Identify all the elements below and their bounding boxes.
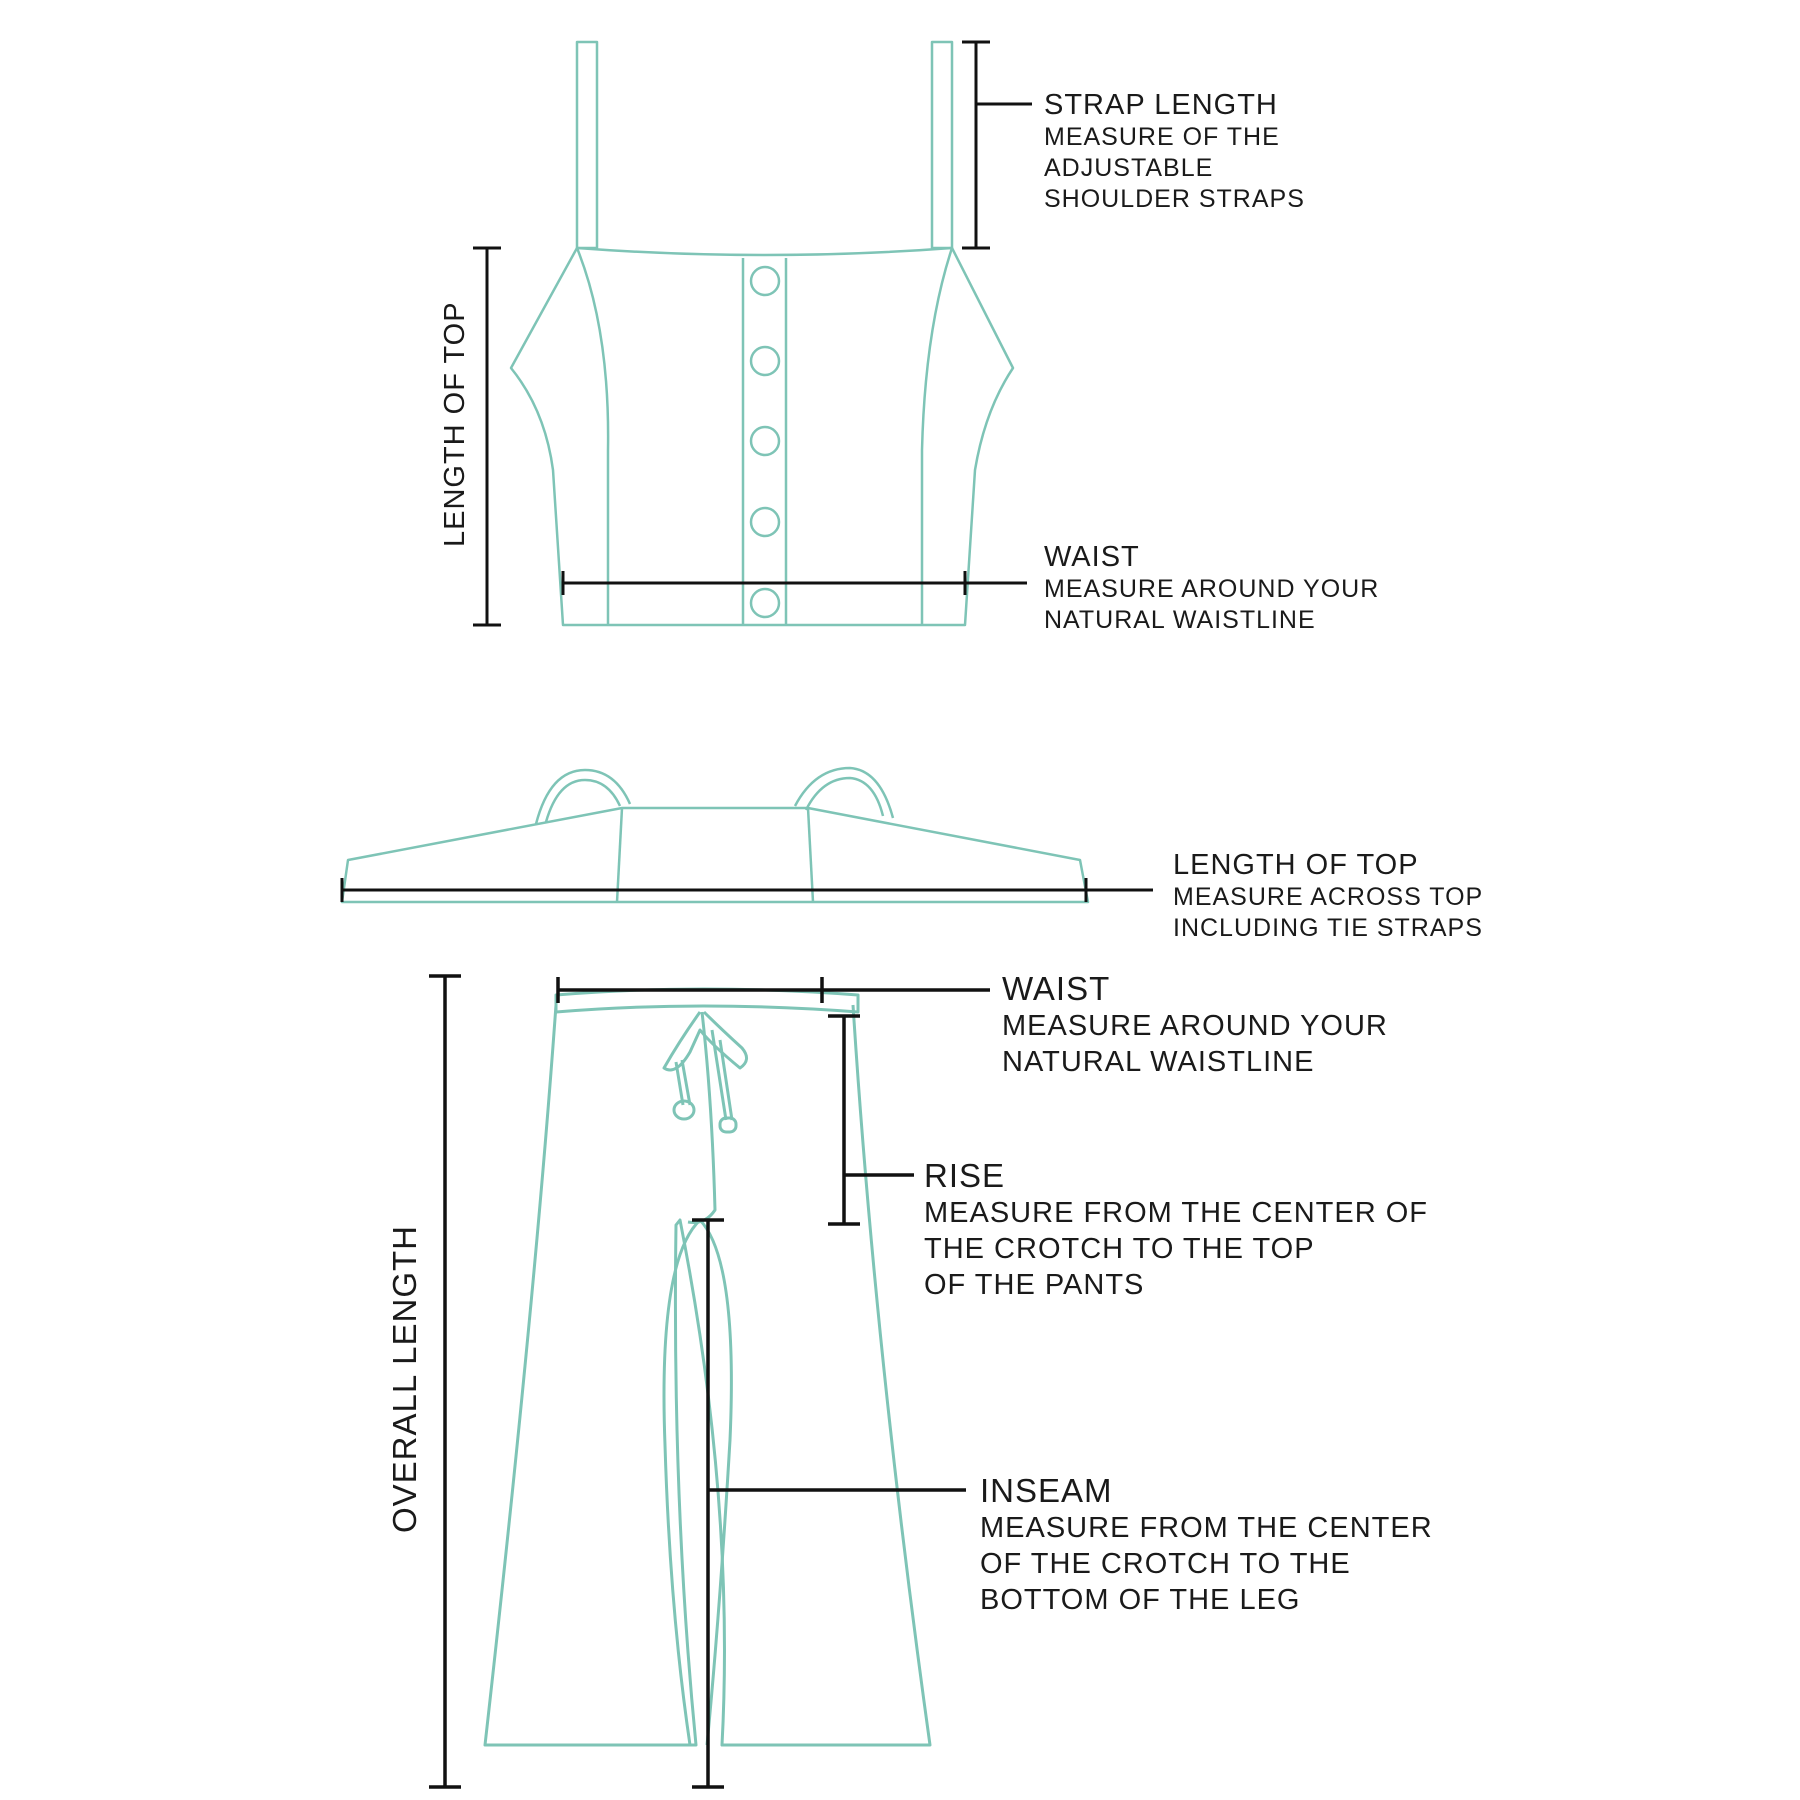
rise-desc-2: THE CROTCH TO THE TOP (924, 1233, 1315, 1265)
button-2 (751, 347, 779, 375)
rise-desc-3: OF THE PANTS (924, 1269, 1145, 1301)
top-waist-title: WAIST (1044, 541, 1140, 573)
pants-waist-desc-2: NATURAL WAISTLINE (1002, 1046, 1315, 1078)
inseam-desc-2: OF THE CROTCH TO THE (980, 1548, 1351, 1580)
drawstring-left-tail (676, 1060, 690, 1105)
crop-top-flat-illustration (342, 768, 1088, 902)
drawstring-right-tail (712, 1030, 732, 1120)
inseam-title: INSEAM (980, 1472, 1113, 1509)
rise-title: RISE (924, 1157, 1006, 1194)
right-strap (932, 42, 952, 248)
inseam-desc-1: MEASURE FROM THE CENTER (980, 1512, 1433, 1544)
drawstring-right-end (720, 1118, 736, 1132)
right-seam (922, 248, 952, 625)
button-4 (751, 508, 779, 536)
strap-length-desc-1: MEASURE OF THE (1044, 123, 1280, 151)
pants-waist-desc-1: MEASURE AROUND YOUR (1002, 1010, 1388, 1042)
flat-measure-lines (342, 878, 1153, 902)
left-strap (577, 42, 597, 248)
top-waist-desc-2: NATURAL WAISTLINE (1044, 606, 1316, 634)
inseam-desc-3: BOTTOM OF THE LEG (980, 1584, 1301, 1616)
strap-length-desc-3: SHOULDER STRAPS (1044, 185, 1305, 213)
pants-waist-title: WAIST (1002, 970, 1111, 1007)
flat-body-outline (342, 808, 1088, 902)
pants-waist-label (1002, 970, 1388, 1080)
flat-length-desc-2: INCLUDING TIE STRAPS (1173, 914, 1483, 942)
crop-top-front-illustration (511, 42, 1013, 625)
button-3 (751, 427, 779, 455)
top-length-vertical-label: LENGTH OF TOP (439, 301, 471, 547)
rise-label (924, 1157, 1428, 1303)
right-inner-leg (700, 1220, 731, 1745)
strap-length-label (1044, 88, 1305, 215)
button-5 (751, 589, 779, 617)
strap-length-desc-2: ADJUSTABLE (1044, 154, 1214, 182)
pants-waistband (556, 989, 858, 1012)
rise-desc-1: MEASURE FROM THE CENTER OF (924, 1197, 1428, 1229)
inseam-label (980, 1472, 1433, 1618)
left-seam (577, 248, 608, 625)
flat-length-desc-1: MEASURE ACROSS TOP (1173, 883, 1484, 911)
overall-length-vertical-label: OVERALL LENGTH (386, 1224, 423, 1534)
top-waist-label (1044, 540, 1379, 636)
flat-length-of-top-label (1173, 848, 1483, 944)
flat-length-title: LENGTH OF TOP (1173, 849, 1419, 881)
flat-right-strap (795, 768, 893, 818)
top-waist-desc-1: MEASURE AROUND YOUR (1044, 575, 1380, 603)
button-1 (751, 267, 779, 295)
strap-length-title: STRAP LENGTH (1044, 89, 1278, 121)
